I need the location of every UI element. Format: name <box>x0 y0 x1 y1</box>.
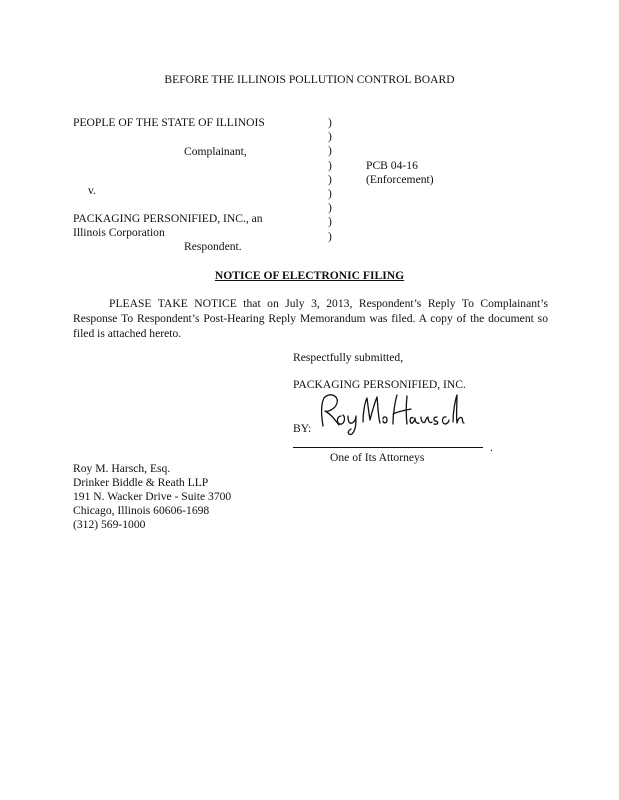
attorney-city: Chicago, Illinois 60606-1698 <box>73 504 210 517</box>
complainant-role: Complainant, <box>184 145 247 158</box>
respondent-party-line1: PACKAGING PERSONIFIED, INC., an <box>73 212 263 225</box>
case-type: (Enforcement) <box>366 173 434 186</box>
board-title: BEFORE THE ILLINOIS POLLUTION CONTROL BOARD <box>164 73 455 86</box>
signature-line-mark: . <box>490 442 493 454</box>
attorney-firm: Drinker Biddle & Reath LLP <box>73 476 209 489</box>
respondent-role: Respondent. <box>184 240 242 253</box>
handwritten-signature <box>315 392 465 436</box>
closing: Respectfully submitted, <box>293 351 404 364</box>
respondent-party-line2: Illinois Corporation <box>73 226 165 239</box>
attorney-street: 191 N. Wacker Drive - Suite 3700 <box>73 490 232 503</box>
signer-role: One of Its Attorneys <box>330 451 425 464</box>
signing-party: PACKAGING PERSONIFIED, INC. <box>293 378 466 391</box>
notice-heading: NOTICE OF ELECTRONIC FILING <box>214 269 405 282</box>
versus-label: v. <box>88 184 96 197</box>
caption-parentheses: ) ) ) ) ) ) ) ) ) <box>328 116 332 243</box>
signature-line <box>293 447 483 448</box>
case-number: PCB 04-16 <box>366 159 418 172</box>
attorney-name: Roy M. Harsch, Esq. <box>73 462 171 475</box>
notice-body: PLEASE TAKE NOTICE that on July 3, 2013, Respondent’s Reply To Complainant’s Response To Respondent’s Post-Hearing Reply Memorandum was filed. A copy of the document so filed is attached hereto. <box>73 297 548 340</box>
complainant-party: PEOPLE OF THE STATE OF ILLINOIS <box>73 116 265 129</box>
attorney-phone: (312) 569-1000 <box>73 518 146 531</box>
by-label: BY: <box>293 422 312 435</box>
